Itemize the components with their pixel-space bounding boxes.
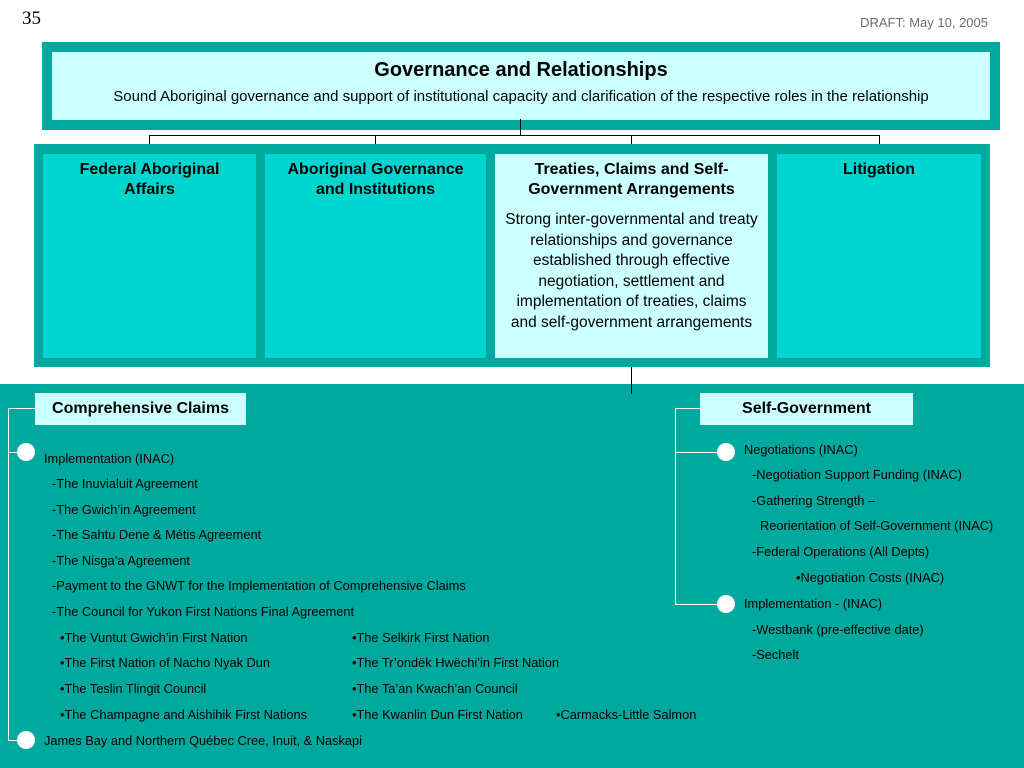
- sg-item: -Negotiation Support Funding (INAC): [752, 467, 962, 482]
- yukon-first-nation: •The Champagne and Aishihik First Nations: [60, 707, 308, 722]
- cc-tree-vertical: [8, 408, 9, 741]
- box-litigation: [777, 154, 981, 358]
- bullet-dot: [17, 731, 35, 749]
- sg-tree-branch-1: [675, 452, 723, 453]
- connector-top-vertical: [520, 119, 521, 136]
- comprehensive-claims-label: Comprehensive Claims: [35, 393, 246, 425]
- draft-date: DRAFT: May 10, 2005: [860, 15, 988, 30]
- connector-drop-1: [149, 135, 150, 144]
- top-title: Governance and Relationships: [374, 59, 668, 81]
- cc-item: -The Council for Yukon First Nations Final Agreement: [52, 604, 355, 619]
- cc-item: -The Gwich’in Agreement: [52, 502, 196, 517]
- box-treaties-claims: [495, 154, 768, 358]
- box-federal-aboriginal-affairs: [43, 154, 256, 358]
- page-number: 35: [22, 8, 41, 29]
- cc-item: -The Inuvialuit Agreement: [52, 476, 198, 491]
- bullet-dot: [717, 595, 735, 613]
- box-aboriginal-governance: [265, 154, 486, 358]
- bullet-dot: [17, 443, 35, 461]
- connector-band-vertical: [631, 384, 632, 394]
- self-government-label: Self-Government: [700, 393, 913, 425]
- top-subtitle: Sound Aboriginal governance and support of institutional capacity and clarification of the respective roles in the relationship: [113, 88, 929, 105]
- sg-item: -Federal Operations (All Depts): [752, 544, 930, 559]
- connector-drop-4: [879, 135, 880, 144]
- connector-drop-2: [375, 135, 376, 144]
- yukon-first-nation: •The First Nation of Nacho Nyak Dun: [60, 655, 271, 670]
- sg-tree-top: [675, 408, 700, 409]
- cc-tree-top: [8, 408, 36, 409]
- bullet-dot: [717, 443, 735, 461]
- sg-negotiations-heading: Negotiations (INAC): [744, 442, 858, 457]
- yukon-first-nation: •The Ta’an Kwach’an Council: [352, 681, 518, 696]
- yukon-first-nation: •Carmacks-Little Salmon: [556, 707, 697, 722]
- connector-drop-3: [631, 135, 632, 144]
- box-description: Strong inter-governmental and treaty relationships and governance established through effective negotiation, settlement and implementation of treaties, claims and self-government arrangements: [505, 211, 758, 331]
- yukon-first-nation: •The Vuntut Gwich’in First Nation: [60, 630, 248, 645]
- sg-item: -Sechelt: [752, 647, 799, 662]
- box-title: Aboriginal Governance and Institutions: [287, 161, 464, 198]
- cc-item: -The Nisga’a Agreement: [52, 553, 190, 568]
- yukon-first-nation: •The Selkirk First Nation: [352, 630, 490, 645]
- sg-item: -Gathering Strength –: [752, 493, 876, 508]
- james-bay-heading: James Bay and Northern Québec Cree, Inuit, & Naskapi: [44, 733, 362, 748]
- cc-item: -The Sahtu Dene & Métis Agreement: [52, 527, 262, 542]
- sg-item: Reorientation of Self-Government (INAC): [760, 518, 994, 533]
- sg-tree-vertical: [675, 408, 676, 605]
- yukon-first-nation: •The Teslin Tlingit Council: [60, 681, 207, 696]
- sg-item: •Negotiation Costs (INAC): [796, 570, 945, 585]
- connector-horizontal: [149, 135, 880, 136]
- connector-bottom-vertical: [631, 367, 632, 384]
- cc-item: -Payment to the GNWT for the Implementation of Comprehensive Claims: [52, 578, 466, 593]
- sg-item: -Westbank (pre-effective date): [752, 622, 924, 637]
- box-title: Treaties, Claims and Self-Government Arrangements: [528, 161, 735, 198]
- box-title: Litigation: [843, 161, 915, 178]
- yukon-first-nation: •The Tr’ondëk Hwëchi’in First Nation: [352, 655, 559, 670]
- box-title: Federal Aboriginal Affairs: [79, 161, 220, 198]
- cc-implementation-heading: Implementation (INAC): [44, 451, 175, 466]
- yukon-first-nation: •The Kwanlin Dun First Nation: [352, 707, 523, 722]
- sg-implementation-heading: Implementation - (INAC): [744, 596, 882, 611]
- top-box: [52, 52, 990, 120]
- sg-tree-branch-2: [675, 604, 723, 605]
